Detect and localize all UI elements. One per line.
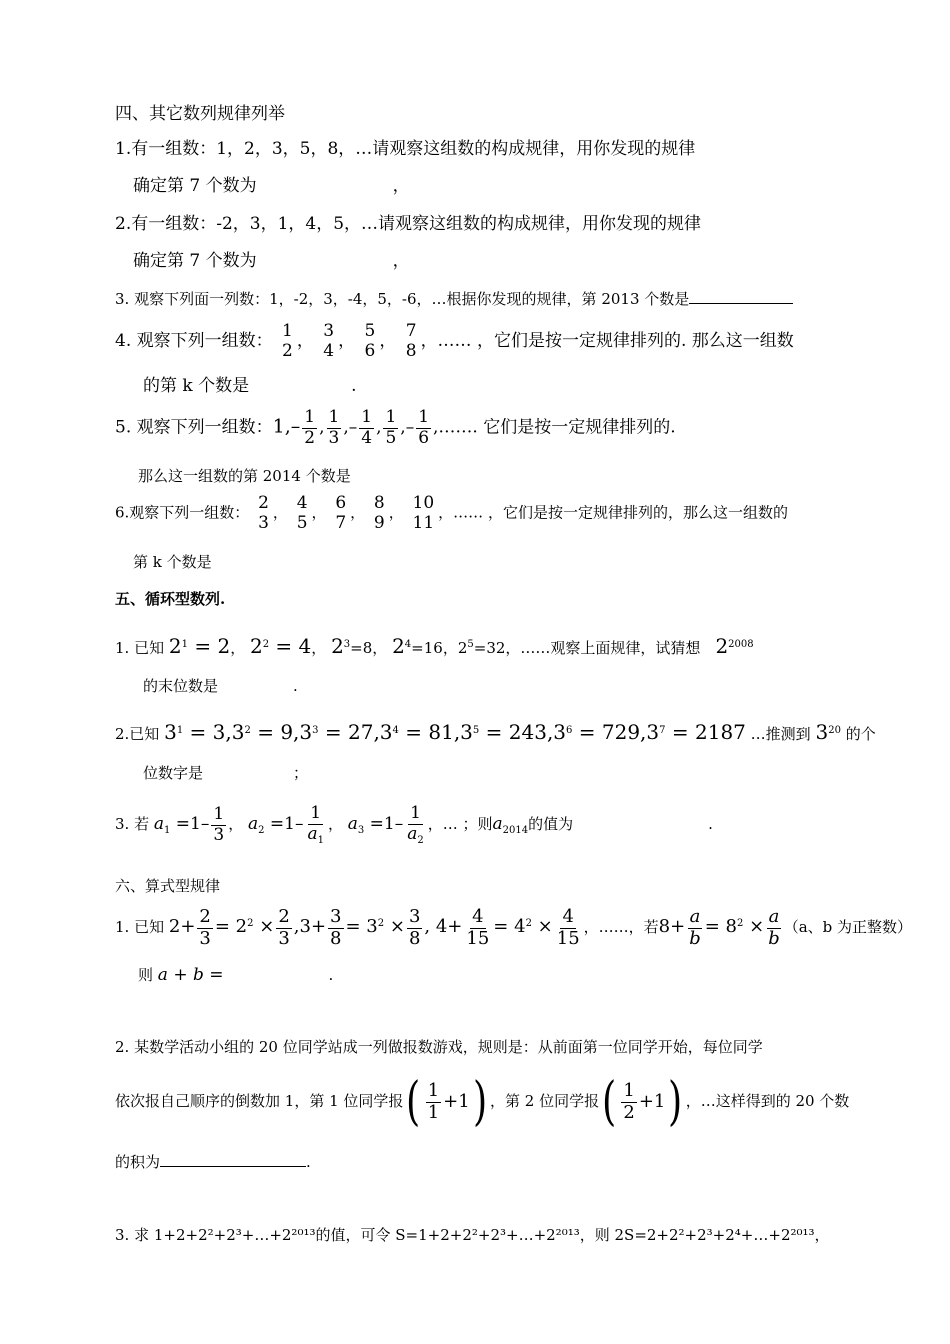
- fraction: $\frac{1}{4}$: [361, 407, 373, 448]
- fraction: $\frac{1}{2}$: [304, 407, 316, 448]
- paren-expression: ( $\frac{1}{2}$ +1 ): [602, 1072, 683, 1132]
- fraction: $\frac{2}{3}$: [199, 906, 211, 949]
- s6-q2-line1: 2. 某数学活动小组的 20 位同学站成一列做报数游戏，规则是：从前面第一位同学开始，每位同学: [115, 1038, 763, 1056]
- s4-q5-prefix: 5. 观察下列一组数：: [115, 417, 273, 438]
- s6-q2-line3: 的积为 .: [115, 1153, 311, 1171]
- fraction: $\frac{2}{3}$: [278, 906, 290, 949]
- fraction: $\frac{a}{b}$: [768, 906, 780, 949]
- fraction: 5 6: [364, 321, 376, 361]
- s6-q1-prefix: 1. 已知: [115, 918, 165, 937]
- s6-q1-line2-label: 则: [138, 966, 154, 984]
- s4-q5-line2: 那么这一组数的第 2014 个数是: [138, 467, 351, 485]
- fraction: 8 9: [373, 493, 385, 533]
- fraction: $\frac{1}{6}$: [418, 407, 430, 448]
- s5-q2-prefix: 2.已知: [115, 725, 160, 743]
- answer-blank: [160, 1166, 306, 1167]
- s5-q2-line2: 位数字是 ；: [143, 764, 309, 782]
- s6-q1-mid: ，……，若: [583, 918, 659, 937]
- s4-q4: 4. 观察下列一组数： 1 2 ， 3 4 ， 5 6 ， 7 8 ，…… ，它们是按一定规律排列的. 那么这一组数: [115, 321, 794, 361]
- s6-q1-line2: 则 a + b = .: [138, 965, 334, 985]
- fraction: $\frac{1}{5}$: [385, 407, 397, 448]
- paren-expression: ( $\frac{1}{1}$ +1 ): [406, 1072, 487, 1132]
- s5-q2-tail: 的个: [845, 725, 876, 743]
- s6-q2-line3-label: 的积为: [115, 1153, 161, 1171]
- fraction: 6 7: [335, 493, 347, 533]
- fraction: $\frac{1}{3}$: [213, 803, 225, 845]
- s4-q6-suffix: ，…… ，它们是按一定规律排列的，那么这一组数的: [438, 503, 788, 522]
- s4-q4-suffix: ，…… ，它们是按一定规律排列的. 那么这一组数: [420, 331, 794, 352]
- fraction: 2 3: [258, 493, 269, 533]
- fraction: $\frac{3}{8}$: [408, 906, 421, 949]
- fraction: 10 11: [412, 493, 435, 533]
- fraction: $\frac{3}{8}$: [330, 906, 342, 949]
- s6-q2-line2c: ，…这样得到的 20 个数: [685, 1092, 850, 1110]
- fraction: $\frac{4}{15}$: [556, 906, 580, 949]
- fraction: 3 4: [323, 321, 335, 361]
- s4-q3-text: 3. 观察下列面一列数：1，-2，3，-4，5，-6，…根据你发现的规律，第 2013 个数是: [115, 290, 690, 308]
- s5-q3-mid: ，… ；则: [427, 815, 493, 834]
- fraction: $\frac{1}{a_2}$: [407, 803, 424, 846]
- s5-q3-prefix: 3. 若: [115, 815, 150, 834]
- fraction: $\frac{1}{3}$: [328, 407, 340, 448]
- fraction: 1 2: [282, 321, 293, 361]
- s6-q2-line2a: 依次报自己顺序的倒数加 1，第 1 位同学报: [115, 1092, 404, 1110]
- s4-q2-line2: 确定第 7 个数为 ，: [133, 251, 410, 271]
- s4-q3: [115, 292, 793, 307]
- s4-q1-line2: 确定第 7 个数为 ，: [133, 176, 410, 196]
- fraction: 4 5: [296, 493, 308, 533]
- section-6-title: 六、算式型规律: [115, 877, 221, 895]
- s4-q6-prefix: 6.观察下列一组数：: [115, 503, 250, 522]
- s4-q6: 6.观察下列一组数： 2 3 ， 4 5 ， 6 7 ， 8 9 ， 10 11 ，…… ，它们是按一定规律排列的，那么这一组数的: [115, 493, 788, 533]
- s5-q1-line2: 的末位数是 .: [143, 677, 298, 695]
- fraction: $\frac{1}{a_1}$: [307, 803, 324, 846]
- s6-q2-line2: [115, 1072, 850, 1132]
- s4-q6-line2: 第 k 个数是: [133, 553, 212, 571]
- s6-q2-line2b: ，第 2 位同学报: [490, 1092, 600, 1110]
- answer-blank: [689, 303, 793, 304]
- s4-q5: 5. 观察下列一组数：1,– $\frac{1}{2}$ , $\frac{1}{3}$ ,– $\frac{1}{4}$ , $\frac{1}{5}$ ,– $\frac{1}{6}$ ,……. 它们是按一定规律排列的.: [115, 407, 676, 448]
- fraction: 7 8: [405, 321, 417, 361]
- s4-q5-suffix: ,……. 它们是按一定规律排列的.: [433, 417, 676, 438]
- s6-q1-tail: （a、b 为正整数）: [783, 918, 913, 937]
- s4-q4-line2: 的第 k 个数是 .: [143, 376, 357, 396]
- s5-q3: 3. 若 $a_1 =1-$ $\frac{1}{3}$ ， $a_2 =1-$ $\frac{1}{a_1}$ ， $a_3 =1-$ $\frac{1}{a_2}$ ，… ；则$a_{2014}$的值为 .: [115, 803, 713, 846]
- s6-q3-line1: 3. 求 1+2+2²+2³+…+2²⁰¹³的值，可令 S=1+2+2²+2³+…+2²⁰¹³，则 2S=2+2²+2³+2⁴+…+2²⁰¹³，: [115, 1226, 830, 1244]
- s5-q2: 2.已知 $3^1 = 3,3^2 = 9,3^3 = 27,3^4 = 81,3^5 = 243,3^6 = 729,3^7 = 2187$ …推测到 $3^{20}$ 的个: [115, 720, 876, 744]
- s5-q1: 1. 已知 $2^1 = 2$， $2^2 = 4$， $2^3=8$， $2^4=16$，$2^5=32$，……观察上面规律，试猜想 $2^{2008}$: [115, 634, 754, 658]
- s5-q2-mid: …推测到: [750, 725, 811, 743]
- section-5-title: 五、循环型数列.: [115, 590, 226, 608]
- s4-q2-line1: 2.有一组数：-2，3，1，4，5，…请观察这组数的构成规律，用你发现的规律: [115, 214, 702, 234]
- s6-q1: 1. 已知 2+ $\frac{2}{3}$ = $2^2$ × $\frac{2}{3}$ ,3+ $\frac{3}{8}$ = $3^2$ × $\frac{3}{8}$ , 4+ $\frac{4}{15}$ = $4^2$ × $\frac{4}{15}$ ，……，若8+ $\frac{a}{b}$ = $8^2$ × $\frac{a}{b}$ （a、b 为正整数）: [115, 906, 913, 949]
- s5-q1-prefix: 1. 已知: [115, 639, 165, 657]
- s4-q4-prefix: 4. 观察下列一组数：: [115, 331, 273, 352]
- fraction: $\frac{a}{b}$: [689, 906, 701, 949]
- s5-q1-suffix: ……观察上面规律，试猜想: [520, 639, 701, 657]
- fraction: $\frac{4}{15}$: [466, 906, 490, 949]
- s4-q1-line1: 1.有一组数：1，2，3，5，8，…请观察这组数的构成规律，用你发现的规律: [115, 139, 696, 159]
- s5-q3-tail: 的值为 .: [528, 815, 713, 834]
- section-4-title: 四、其它数列规律列举: [115, 104, 285, 124]
